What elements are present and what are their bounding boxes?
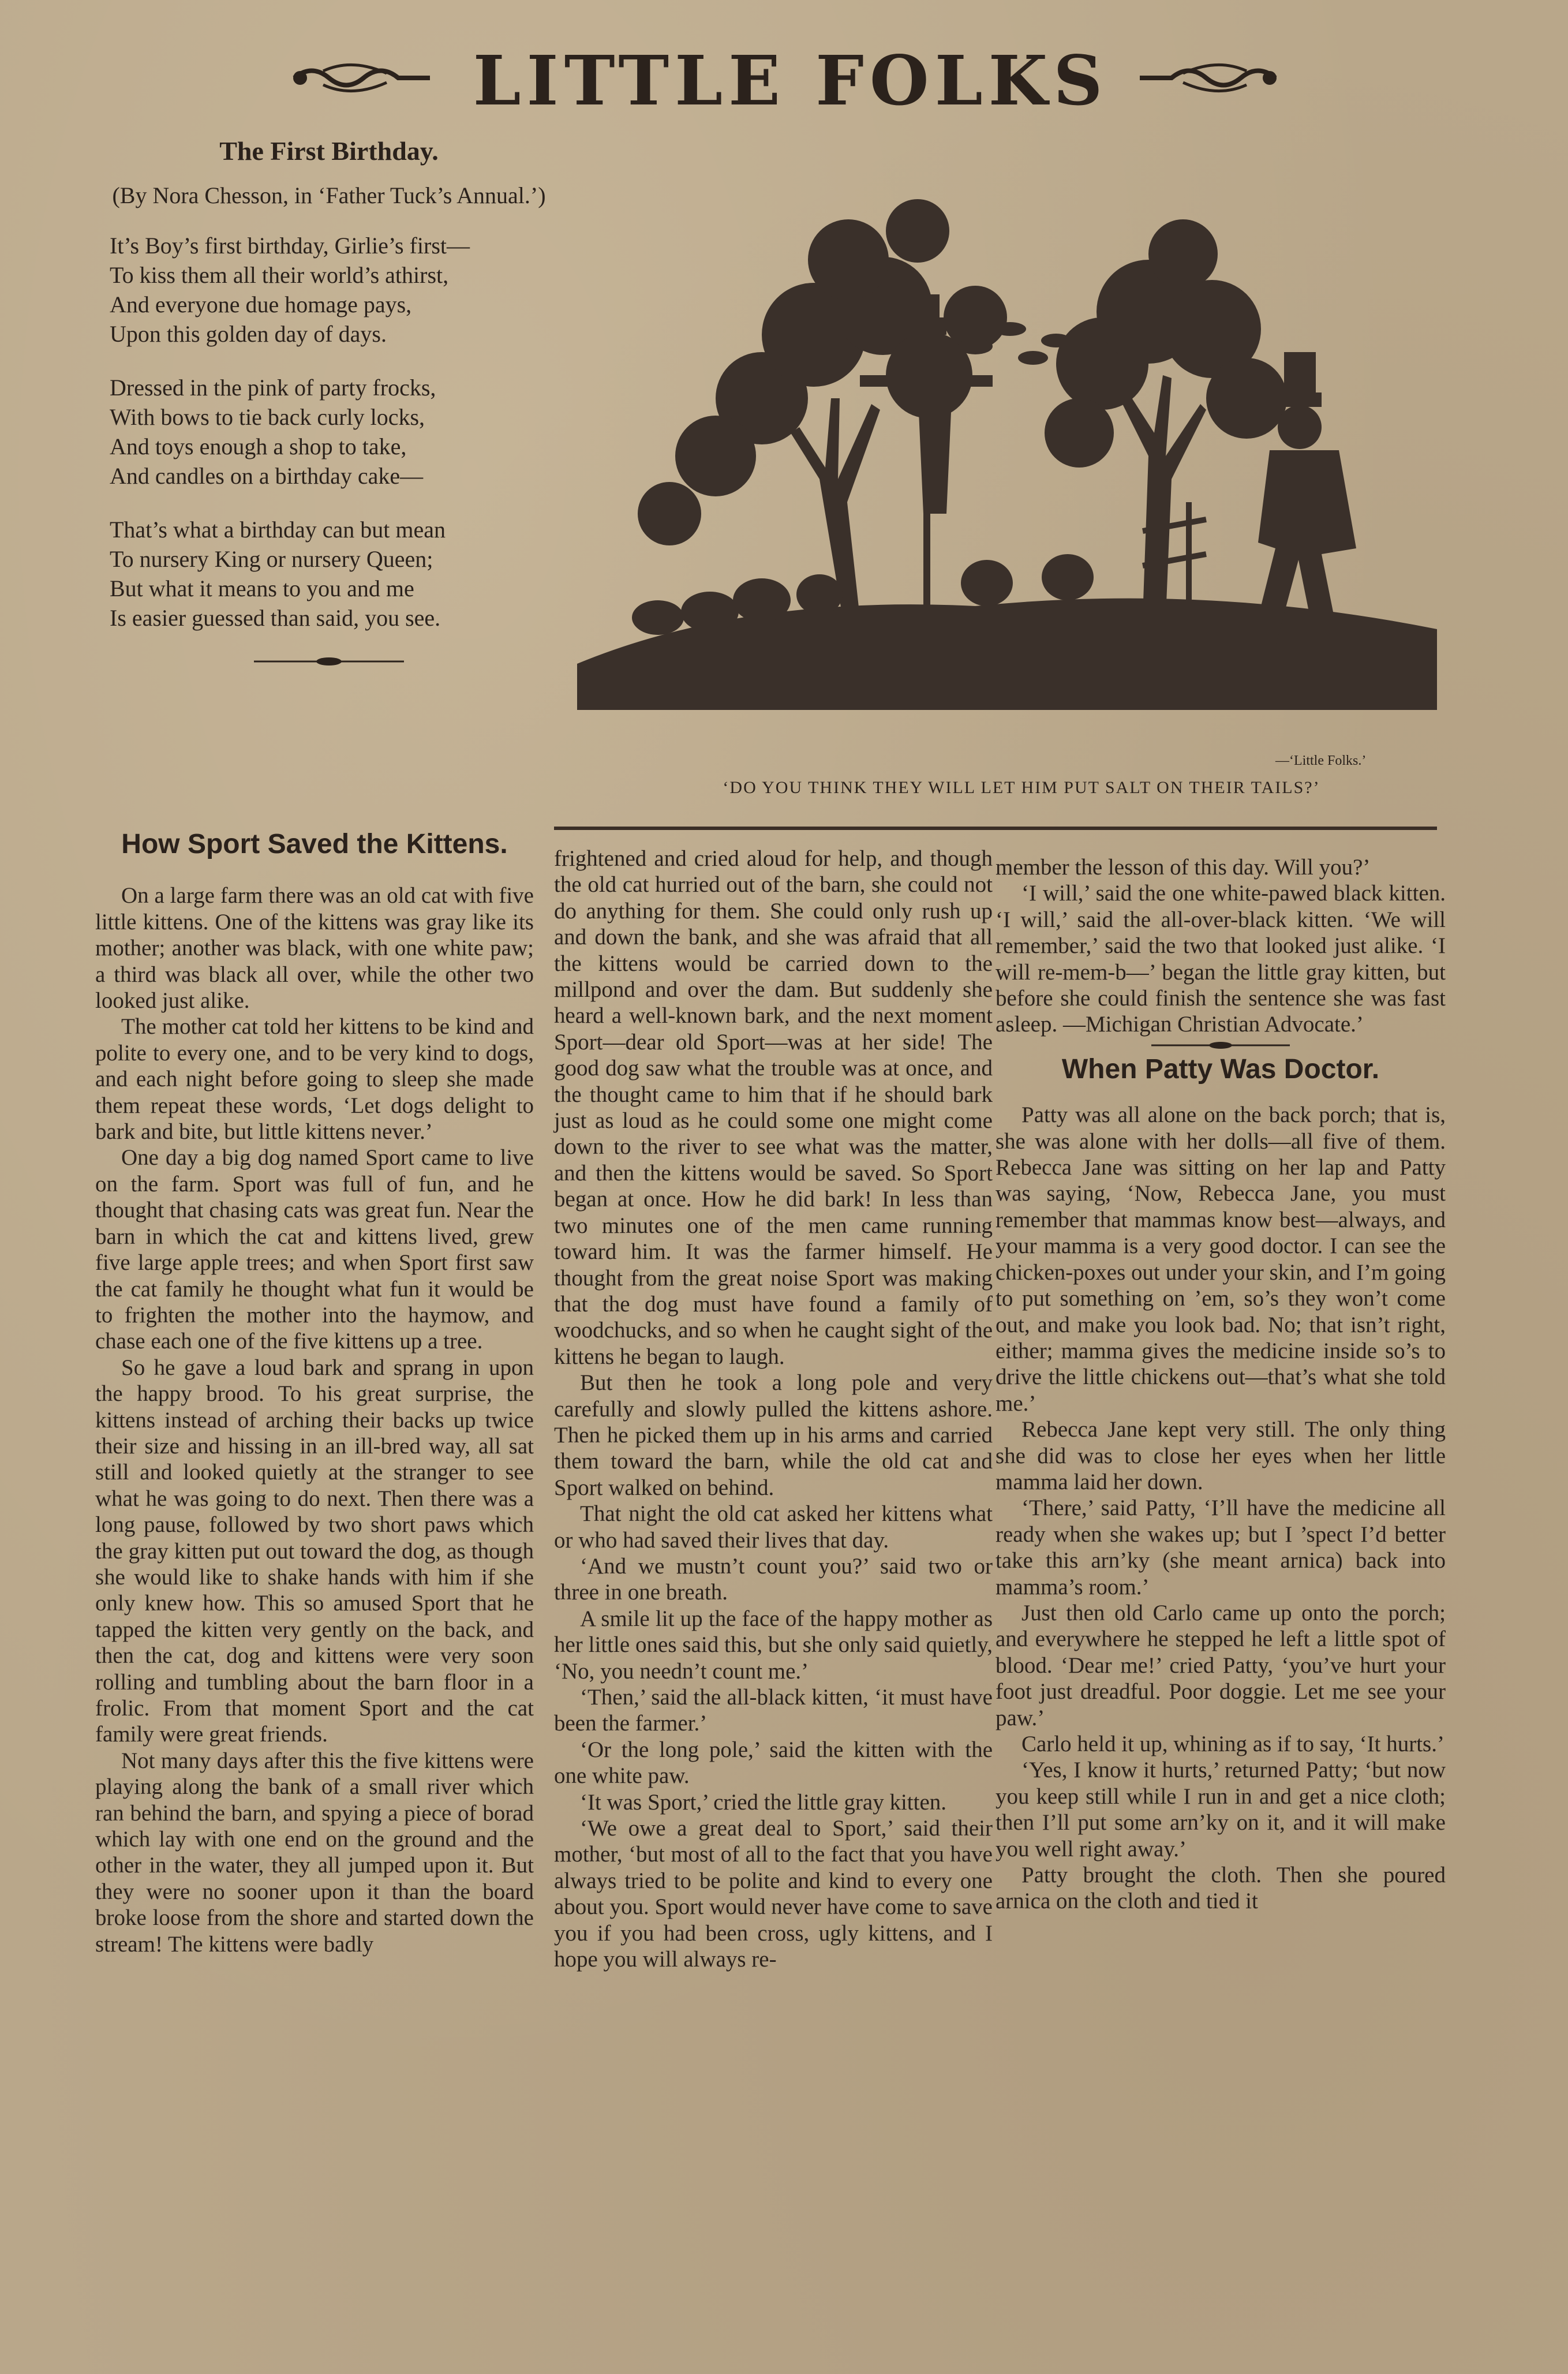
- column-1: [95, 831, 534, 1957]
- story1-title: How Sport Saved the Kittens.: [121, 829, 508, 859]
- poem-stanzas: [110, 231, 548, 633]
- poem-line: With bows to tie back curly locks,: [110, 404, 425, 430]
- story1-col1-body: [95, 883, 534, 1957]
- story2-title: When Patty Was Doctor.: [1061, 1053, 1380, 1085]
- divider-ornament: [254, 657, 404, 666]
- column-3: [996, 854, 1446, 1915]
- poem-line: Dressed in the pink of party frocks,: [110, 375, 436, 401]
- poem-byline: (By Nora Chesson, in ‘Father Tuck’s Annual.’): [112, 182, 546, 208]
- paragraph: Not many days after this the five kittens were playing along the bank of a small river which ran behind the barn, and spying a piece of borad which lay with one end on the ground and the other in the water, they all jumped upon it. But they were no sooner upon it than the board broke loose from the shore and started down the stream! The kittens were badly: [95, 1748, 534, 1957]
- paragraph: ‘There,’ said Patty, ‘I’ll have the medicine all ready when she wakes up; but I ’spect I’d better take this arn’ky (she meant arnica) back into mamma’s room.’: [996, 1496, 1446, 1599]
- horizontal-rule: [554, 827, 1437, 830]
- paragraph: But then he took a long pole and very carefully and slowly pulled the kittens ashore. Then he picked them up in his arms and carried them toward the barn, while the old cat and Sport walked on behind.: [554, 1370, 993, 1500]
- paragraph: ‘I will,’ said the one white-pawed black kitten. ‘I will,’ said the all-over-black kitten. ‘We will remember,’ said the two that looked just alike. ‘I will re-mem-b—’ began the little gray kitten, but before she could finish the sentence she was fast asleep. —Michigan Christian Advocate.’: [996, 881, 1446, 1037]
- illustration-credit: —‘Little Folks.’: [1275, 753, 1367, 768]
- paragraph: The mother cat told her kittens to be kind and polite to every one, and to be very kind to dogs, and each night before going to sleep she made them repeat these words, ‘Let dogs delight to bark and bite, but little kittens never.’: [95, 1014, 534, 1145]
- paragraph: So he gave a loud bark and sprang in upon the happy brood. To his great surprise, the kittens instead of arching their backs up twice their size and hissing in an ill-bred way, all sat still and looked quietly at the stranger to see what he was going to do next. Then there was a long pause, followed by two short paws which the gray kitten put out toward the dog, as though she would like to shake hands with him if she only knew how. This so amused Sport that he tapped the kitten very gently on the back, and then the cat, dog and kittens were very soon rolling and tumbling about the barn floor in a frolic. From that moment Sport and the cat family were great friends.: [95, 1355, 534, 1747]
- story1-col2-body: [554, 846, 993, 1972]
- masthead: [289, 40, 1281, 121]
- story2-body: [996, 1102, 1446, 1915]
- left-tree-silhouette: [638, 199, 1007, 618]
- illustration-caption: ‘DO YOU THINK THEY WILL LET HIM PUT SALT ON THEIR TAILS?’: [723, 778, 1320, 797]
- paragraph: ‘Then,’ said the all-black kitten, ‘it must have been the farmer.’: [554, 1685, 993, 1736]
- story1-col3-body: [996, 854, 1446, 1038]
- poem-line: And toys enough a shop to take,: [110, 433, 407, 459]
- poem-line: And candles on a birthday cake—: [110, 463, 424, 489]
- poem-line: It’s Boy’s first birthday, Girlie’s first—: [110, 233, 470, 259]
- paragraph: That night the old cat asked her kittens what or who had saved their lives that day.: [554, 1501, 993, 1553]
- poem-stanza: [110, 231, 548, 349]
- paragraph: Just then old Carlo came up onto the porch; and everywhere he stepped he left a little spot of blood. ‘Dear me!’ cried Patty, ‘you’ve hurt your foot just dreadful. Poor doggie. Let me see your paw.’: [996, 1600, 1446, 1730]
- divider-ornament: [1151, 1041, 1290, 1049]
- fence-silhouette: [1143, 502, 1206, 606]
- poem-line: That’s what a birthday can but mean: [110, 517, 446, 543]
- poem-line: Is easier guessed than said, you see.: [110, 605, 441, 631]
- poem-stanza: [110, 515, 548, 633]
- poem-line: And everyone due homage pays,: [110, 291, 412, 317]
- paragraph: ‘And we mustn’t count you?’ said two or three in one breath.: [554, 1553, 993, 1605]
- column-2: [554, 846, 993, 1972]
- paragraph: Patty brought the cloth. Then she poured arnica on the cloth and tied it: [996, 1863, 1446, 1914]
- right-flourish-ornament: [1137, 61, 1281, 95]
- poem-title: The First Birthday.: [219, 136, 439, 166]
- paragraph: ‘Or the long pole,’ said the kitten with the one white paw.: [554, 1737, 993, 1789]
- paragraph: Rebecca Jane kept very still. The only thing she did was to close her eyes when her little mamma laid her down.: [996, 1417, 1446, 1494]
- poem-line: Upon this golden day of days.: [110, 321, 387, 347]
- paragraph: A smile lit up the face of the happy mother as her little ones said this, but she only said quietly, ‘No, you needn’t count me.’: [554, 1606, 993, 1684]
- poem-line: But what it means to you and me: [110, 575, 414, 601]
- paragraph: frightened and cried aloud for help, and though the old cat hurried out of the barn, she could not do anything for them. She could only rush up and down the bank, and she was afraid that all the kittens would be carried down to the millpond and over the dam. But suddenly she heard a well-known bark, and the next moment Sport—dear old Sport—was at her side! The good dog saw what the trouble was at once, and the thought came to him that if he should bark just as loud as he could some one might come down to the river to see what was the matter, and then the kittens would be saved. So Sport began at once. How he did bark! In less than two minutes one of the men came running toward him. It was the farmer himself. He thought from the great noise Sport was making that the dog must have found a family of woodchucks, and so when he caught sight of the kittens he began to laugh.: [554, 846, 993, 1369]
- paragraph: ‘Yes, I know it hurts,’ returned Patty; ‘but now you keep still while I run in and get a nice cloth; then I’ll put some arn’ky on it, and it will make you well right away.’: [996, 1758, 1446, 1861]
- poem-stanza: [110, 373, 548, 491]
- paragraph: On a large farm there was an old cat with five little kittens. One of the kittens was gray like its mother; another was black, with one white paw; a third was black all over, while the other two looked just alike.: [95, 883, 534, 1014]
- paragraph: Carlo held it up, whining as if to say, ‘It hurts.’: [1021, 1732, 1444, 1756]
- paragraph: ‘It was Sport,’ cried the little gray kitten.: [580, 1789, 947, 1815]
- paragraph: One day a big dog named Sport came to live on the farm. Sport was full of fun, and he thought that chasing cats was great fun. Near the barn in which the cat and kittens lived, grew five large apple trees; and when Sport first saw the cat family he thought what fun it would be to frighten the mother into the haymow, and chase each one of the five kittens up a tree.: [95, 1145, 534, 1354]
- paragraph: Patty was all alone on the back porch; that is, she was alone with her dolls—all five of them. Rebecca Jane was sitting on her lap and Patty was saying, ‘Now, Rebecca Jane, you must remember that mammas know best—always, and your mamma is a very good doctor. I can see the chicken-poxes out under your skin, and I’m going to put something on ’em, so’s they won’t come out, and make you look bad. No; that isn’t right, either; mamma gives the medicine inside so’s to drive the little chickens out—that’s what she told me.’: [996, 1102, 1446, 1416]
- paragraph: member the lesson of this day. Will you?’: [996, 855, 1371, 880]
- paragraph: ‘We owe a great deal to Sport,’ said their mother, ‘but most of all to the fact that you have always tried to be polite and kind to every one about you. Sport would never have come to save you if you had been cross, ugly kittens, and I hope you will always re-: [554, 1816, 993, 1972]
- silhouette-illustration: [571, 156, 1443, 710]
- poem-line: To kiss them all their world’s athirst,: [110, 262, 449, 288]
- poem-line: To nursery King or nursery Queen;: [110, 546, 433, 572]
- left-flourish-ornament: [289, 61, 433, 95]
- masthead-title: LITTLE FOLKS: [473, 40, 1109, 121]
- poem-block: [110, 136, 548, 666]
